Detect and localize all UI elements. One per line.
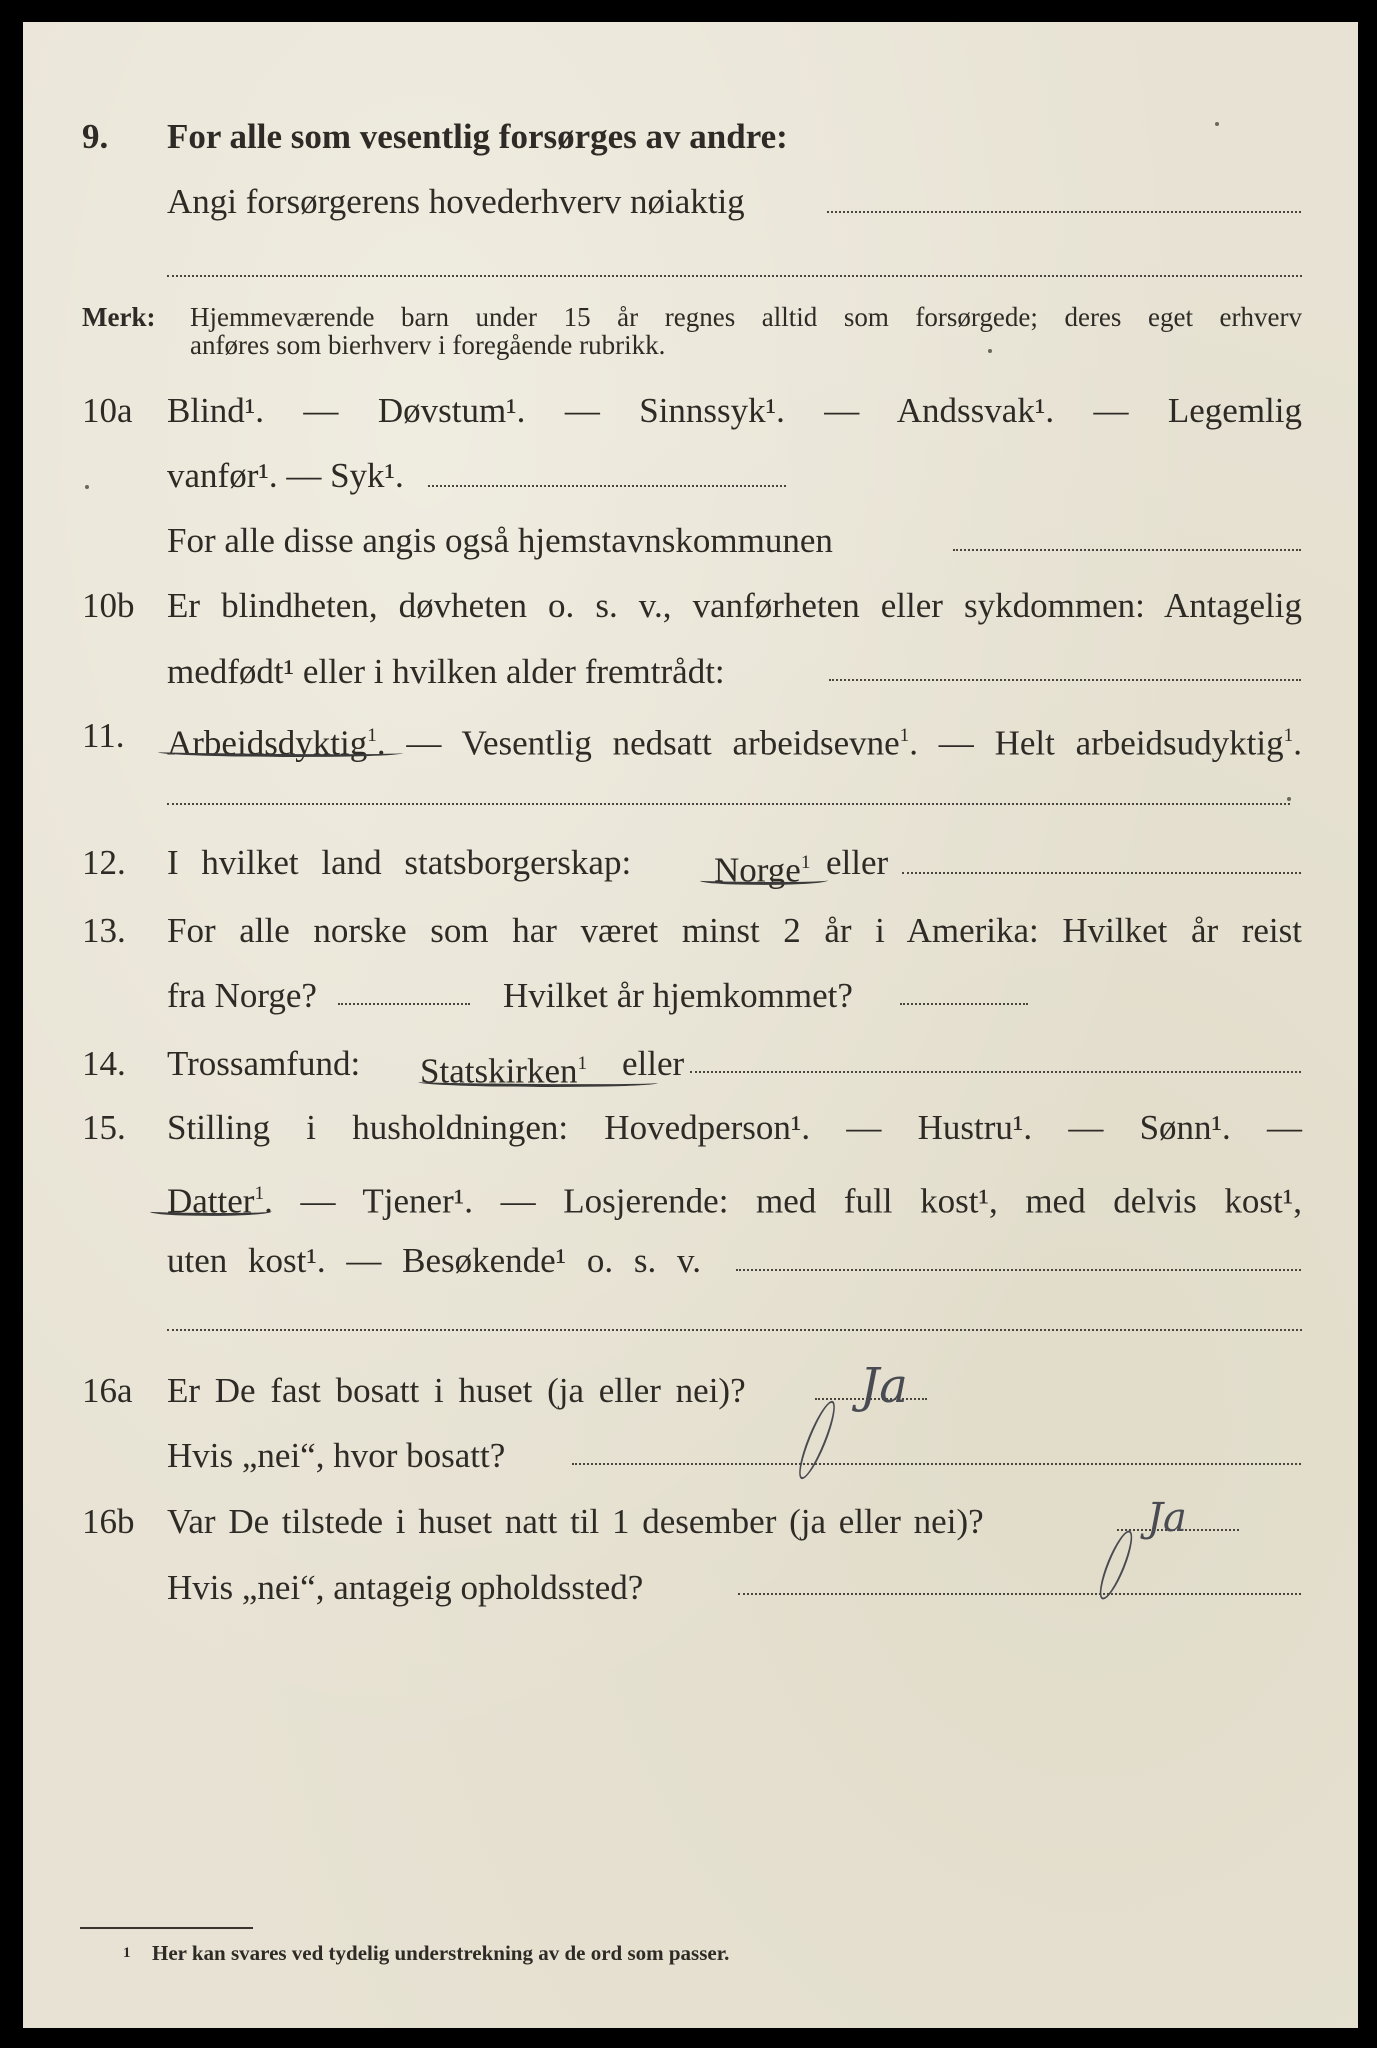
question-15 [0,1103,1377,1153]
question-options: Arbeidsdyktig$^1$. — Vesentlig nedsatt arbeidsevne$^1$. — Helt arbeidsudyktig$^1$. [167,723,1303,763]
option-statskirken[interactable]: Statskirken$^1$ [420,1051,588,1091]
question-number: 14. [82,1044,126,1083]
option-arbeidsdyktig[interactable]: Arbeidsdyktig [167,723,368,763]
ink-speck [1287,797,1291,801]
question-10b-line2 [0,647,1377,697]
option-norge[interactable]: Norge$^1$ [714,850,811,890]
question-16b-line2 [0,1563,1377,1613]
question-number: 16b [82,1502,135,1541]
question-10a-line3 [0,516,1377,566]
question-10a [0,386,1377,436]
option-eller: eller [826,843,889,882]
question-text: vanfør¹. — Syk¹. [167,456,404,495]
answer-field-q15-extra[interactable] [167,1329,1302,1331]
option-eller: eller [622,1044,685,1083]
question-text: Hvilket år hjemkommet? [503,976,853,1015]
question-number: 12. [82,843,126,882]
question-text: Er blindheten, døvheten o. s. v., vanførheten eller sykdommen: Antagelig [167,586,1302,625]
answer-field-q9[interactable] [827,211,1301,213]
question-16a [0,1366,1377,1416]
answer-field-q16b-opholdssted[interactable] [738,1593,1301,1595]
question-14 [0,1039,1377,1089]
answer-field-year-returned[interactable] [900,1003,1028,1005]
question-text: For alle norske som har været minst 2 år i Amerika: Hvilket år reist [167,911,1302,950]
answer-field-q9-extra[interactable] [167,275,1302,277]
question-10b [0,581,1377,631]
option-datter[interactable]: Datter [167,1181,255,1221]
question-text: Hvis „nei“, hvor bosatt? [167,1436,506,1475]
paper-speck [988,349,992,353]
note-text: Hjemmeværende barn under 15 år regnes alltid som forsørgede; deres eget erhverv [190,302,1302,332]
question-text: Var De tilstede i huset natt til 1 desember (ja eller nei)? [167,1502,984,1541]
question-options: Datter$^1$. — Tjener¹. — Losjerende: med full kost¹, med delvis kost¹, [167,1181,1302,1221]
question-number: 11. [82,716,125,755]
handwritten-answer-q16b: Ja [1147,1498,1187,1538]
question-13 [0,906,1377,956]
footnote-marker: 1 [123,1945,131,1961]
question-12 [0,838,1377,888]
question-16a-line2 [0,1431,1377,1481]
question-text: For alle som vesentlig forsørges av andre: [167,117,788,156]
question-text: Hvis „nei“, antageig opholdssted? [167,1568,644,1607]
footnote-text: Her kan svares ved tydelig understrekning av de ord som passer. [152,1941,730,1965]
question-text: medfødt¹ eller i hvilken alder fremtrådt: [167,652,725,691]
question-number: 9. [82,117,109,156]
answer-field-q15[interactable] [736,1269,1301,1271]
question-text: Stilling i husholdningen: Hovedperson¹. — Hustru¹. — Sønn¹. — [167,1108,1302,1147]
answer-field-q10b[interactable] [829,679,1301,681]
answer-field-hjemstavnskommune[interactable] [953,549,1301,551]
question-text: Angi forsørgerens hovederhverv nøiaktig [167,182,745,221]
answer-field-q10a[interactable] [428,485,786,487]
question-text: uten kost¹. — Besøkende¹ o. s. v. [167,1241,702,1280]
question-text: Blind¹. — Døvstum¹. — Sinnssyk¹. — Andssvak¹. — Legemlig [167,391,1302,430]
question-15-line3 [0,1236,1377,1286]
paper-speck [85,485,89,489]
footnote [0,1928,1377,1978]
question-text: For alle disse angis også hjemstavnskommunen [167,521,833,560]
question-number: 10b [82,586,135,625]
question-number: 13. [82,911,126,950]
answer-field-q14[interactable] [690,1071,1301,1073]
question-9 [0,112,1377,162]
question-13-line2 [0,971,1377,1021]
question-number: 16a [82,1371,133,1410]
paper-speck [1215,122,1219,126]
question-text: fra Norge? [167,976,317,1015]
option-arbeidsudyktig[interactable]: . — Helt arbeidsudyktig [909,723,1284,763]
handwritten-answer-q16a: Ja [860,1362,908,1410]
question-text: Er De fast bosatt i huset (ja eller nei)? [167,1371,746,1410]
answer-field-q16a-hvor[interactable] [572,1463,1301,1465]
note-label: Merk: [82,302,156,332]
question-number: 10a [82,391,133,430]
answer-field-year-left[interactable] [338,1003,470,1005]
answer-field-q12[interactable] [902,872,1301,874]
note-line2 [0,320,1377,370]
question-text: I hvilket land statsborgerskap: [167,843,632,882]
question-9-line2 [0,177,1377,227]
option-nedsatt-arbeidsevne[interactable]: . — Vesentlig nedsatt arbeidsevne [376,723,900,763]
note-text: anføres som bierhverv i foregående rubrikk. [190,330,666,360]
question-10a-line2 [0,451,1377,501]
answer-field-q11[interactable] [167,803,1290,805]
question-text: Trossamfund: [167,1044,361,1083]
question-number: 15. [82,1108,126,1147]
